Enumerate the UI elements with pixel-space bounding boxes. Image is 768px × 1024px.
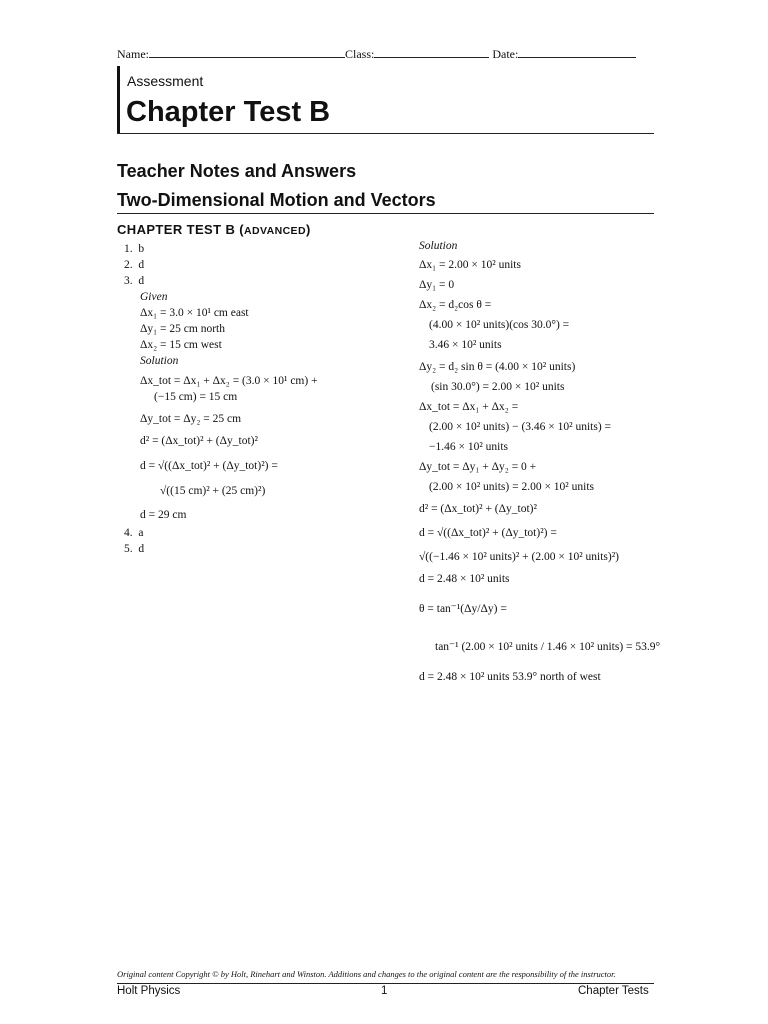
- copyright-note: Original content Copyright © by Holt, Rinehart and Winston. Additions and changes to the original content are the responsibility of the instructor.: [117, 969, 616, 979]
- left-answers: [124, 241, 144, 289]
- right-worked-solution: [419, 238, 660, 685]
- answer-letter: d: [138, 543, 145, 555]
- class-label: Class:: [345, 47, 375, 61]
- solution-line: d² = (Δx_tot)² + (Δy_tot)²: [140, 435, 258, 447]
- subtitle-teacher-notes: Teacher Notes and Answers: [117, 161, 357, 181]
- given-line: Δx₂ = 15 cm west: [140, 339, 222, 351]
- answer-number: 4.: [124, 527, 133, 539]
- solution-line: d = 2.48 × 10² units: [419, 573, 510, 585]
- solution-label: Solution: [419, 240, 458, 252]
- title-bar: [117, 66, 120, 134]
- solution-line: (4.00 × 10² units)(cos 30.0°) =: [429, 319, 570, 331]
- solution-line: Δy₂ = d₂ sin θ = (4.00 × 10² units): [419, 361, 576, 373]
- date-field[interactable]: [518, 46, 636, 58]
- given-line: Δy₁ = 25 cm north: [140, 323, 225, 335]
- answer-letter: b: [138, 243, 145, 255]
- section-heading-small: ADVANCED: [244, 225, 306, 237]
- solution-line: d² = (Δx_tot)² + (Δy_tot)²: [419, 503, 537, 515]
- solution-line: Δy₁ = 0: [419, 279, 455, 291]
- class-field[interactable]: [374, 46, 489, 58]
- page-number: 1: [381, 985, 388, 997]
- solution-line: √((−1.46 × 10² units)² + (2.00 × 10² units)²): [419, 551, 620, 563]
- answer-letter: d: [138, 275, 145, 287]
- date-label: Date:: [492, 47, 519, 61]
- solution-line: −1.46 × 10² units: [429, 441, 509, 453]
- solution-line: Δx₁ = 2.00 × 10² units: [419, 259, 521, 271]
- solution-line: (−15 cm) = 15 cm: [154, 391, 238, 403]
- solution-line: Δy_tot = Δy₁ + Δy₂ = 0 +: [419, 461, 537, 473]
- assessment-kicker: Assessment: [127, 73, 204, 89]
- given-label: Given: [140, 291, 168, 303]
- answer-item: [124, 257, 144, 273]
- section-heading-end: ): [305, 222, 311, 237]
- solution-line: d = 2.48 × 10² units 53.9° north of west: [419, 671, 601, 683]
- name-label: Name:: [117, 47, 149, 61]
- name-field[interactable]: [149, 46, 345, 58]
- subtitle-topic: Two-Dimensional Motion and Vectors: [117, 190, 436, 210]
- answer-letter: d: [138, 259, 145, 271]
- given-line: Δx₁ = 3.0 × 10¹ cm east: [140, 307, 249, 319]
- solution-line: tan⁻¹ (2.00 × 10² units / 1.46 × 10² units) = 53.9°: [435, 641, 661, 653]
- solution-line: (2.00 × 10² units) = 2.00 × 10² units: [429, 481, 594, 493]
- footer-rule: [117, 983, 654, 984]
- subtitle-rule: [117, 213, 654, 214]
- solution-label: Solution: [140, 355, 179, 367]
- solution-line: Δx₂ = d₂cos θ =: [419, 299, 492, 311]
- answer-item: [124, 541, 144, 557]
- title-rule: [117, 133, 654, 134]
- footer-section: Chapter Tests: [578, 985, 649, 997]
- answer-letter: a: [138, 527, 144, 539]
- answer-item: [124, 241, 144, 257]
- solution-line: Δx_tot = Δx₁ + Δx₂ = (3.0 × 10¹ cm) +: [140, 375, 318, 387]
- answer-item: [124, 525, 144, 541]
- answer-number: 5.: [124, 543, 133, 555]
- solution-line: d = √((Δx_tot)² + (Δy_tot)²) =: [419, 527, 557, 539]
- section-heading-main: CHAPTER TEST B (: [117, 222, 245, 237]
- solution-line: d = 29 cm: [140, 509, 187, 521]
- answer-item: [124, 273, 144, 289]
- solution-line: Δx_tot = Δx₁ + Δx₂ =: [419, 401, 519, 413]
- solution-line: √((15 cm)² + (25 cm)²): [160, 485, 266, 497]
- footer-book: Holt Physics: [117, 985, 181, 997]
- section-heading: [117, 222, 311, 237]
- answer-number: 1.: [124, 243, 133, 255]
- answer-number: 2.: [124, 259, 133, 271]
- left-answers-cont: [124, 525, 144, 557]
- student-info-header: [117, 46, 636, 62]
- solution-line: (2.00 × 10² units) − (3.46 × 10² units) =: [429, 421, 612, 433]
- solution-line: d = √((Δx_tot)² + (Δy_tot)²) =: [140, 460, 278, 472]
- left-worked-solution: [140, 289, 318, 523]
- solution-line: 3.46 × 10² units: [429, 339, 502, 351]
- solution-line: Δy_tot = Δy₂ = 25 cm: [140, 413, 242, 425]
- solution-line: (sin 30.0°) = 2.00 × 10² units: [431, 381, 565, 393]
- solution-line: θ = tan⁻¹(Δy/Δy) =: [419, 603, 507, 615]
- answer-number: 3.: [124, 275, 133, 287]
- page-title: Chapter Test B: [126, 96, 331, 128]
